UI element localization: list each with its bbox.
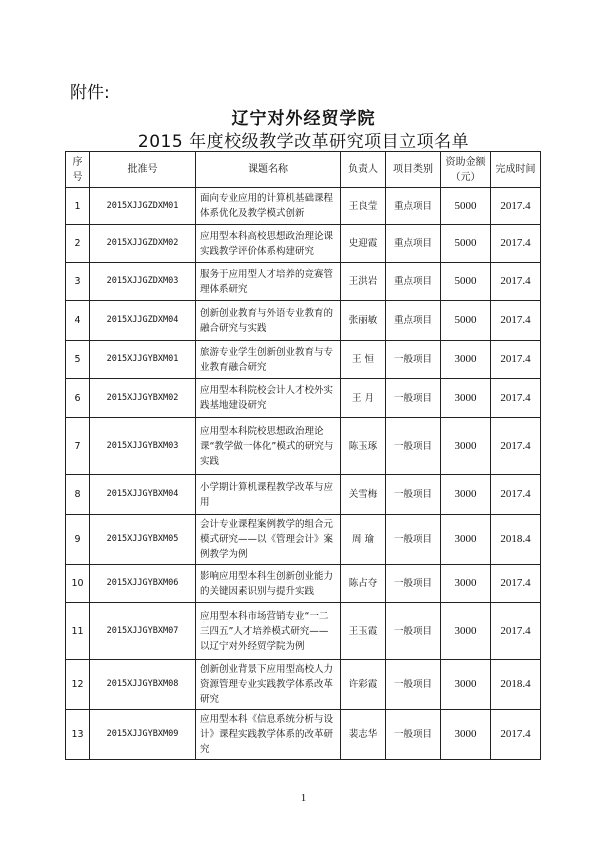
table-row xyxy=(66,603,541,660)
document-title-list: 2015 年度校级教学改革研究项目立项名单 xyxy=(137,132,470,152)
table-row xyxy=(66,660,541,710)
page-number: 1 xyxy=(300,792,307,804)
row-funding-cell: 3000 xyxy=(441,565,491,603)
row-project-name-cell: 服务于应用型人才培养的竞赛管理体系研究 xyxy=(196,263,341,301)
row-leader-cell: 王玉霞 xyxy=(341,603,386,660)
row-category-cell: 一般项目 xyxy=(386,603,441,660)
row-finish-cell: 2018.4 xyxy=(491,660,541,710)
row-funding-cell: 5000 xyxy=(441,301,491,341)
row-approval-cell: 2015XJJGYBXM01 xyxy=(90,341,196,379)
row-approval-cell: 2015XJJGZDXM01 xyxy=(90,188,196,225)
row-category-cell: 一般项目 xyxy=(386,515,441,565)
row-category-cell: 重点项目 xyxy=(386,301,441,341)
table-row xyxy=(66,565,541,603)
row-approval-cell: 2015XJJGZDXM04 xyxy=(90,301,196,341)
row-category-cell: 一般项目 xyxy=(386,660,441,710)
row-leader-cell: 王 恒 xyxy=(341,341,386,379)
row-leader-cell: 史迎霞 xyxy=(341,225,386,263)
project-list-table xyxy=(65,151,541,760)
row-approval-cell: 2015XJJGYBXM08 xyxy=(90,660,196,710)
document-title-institution: 辽宁对外经贸学院 xyxy=(231,109,376,129)
table-row xyxy=(66,418,541,475)
row-project-name-cell: 应用型本科高校思想政治理论课实践教学评价体系构建研究 xyxy=(196,225,341,263)
row-approval-cell: 2015XJJGZDXM02 xyxy=(90,225,196,263)
row-funding-cell: 3000 xyxy=(441,660,491,710)
row-seq-cell: 9 xyxy=(66,515,90,565)
row-project-name-cell: 应用型本科院校会计人才校外实践基地建设研究 xyxy=(196,379,341,418)
row-category-cell: 一般项目 xyxy=(386,710,441,760)
row-finish-cell: 2017.4 xyxy=(491,379,541,418)
row-seq-cell: 4 xyxy=(66,301,90,341)
row-project-name-cell: 创新创业背景下应用型高校人力资源管理专业实践教学体系改革研究 xyxy=(196,660,341,710)
row-finish-cell: 2017.4 xyxy=(491,710,541,760)
row-category-cell: 一般项目 xyxy=(386,475,441,515)
table-row xyxy=(66,301,541,341)
row-approval-cell: 2015XJJGZDXM03 xyxy=(90,263,196,301)
header-approval-number: 批准号 xyxy=(90,152,196,188)
row-category-cell: 一般项目 xyxy=(386,565,441,603)
row-project-name-cell: 旅游专业学生创新创业教育与专业教育融合研究 xyxy=(196,341,341,379)
row-funding-cell: 5000 xyxy=(441,225,491,263)
row-funding-cell: 5000 xyxy=(441,263,491,301)
row-leader-cell: 陈玉琢 xyxy=(341,418,386,475)
row-category-cell: 一般项目 xyxy=(386,418,441,475)
row-funding-cell: 3000 xyxy=(441,379,491,418)
header-project-name: 课题名称 xyxy=(196,152,341,188)
row-seq-cell: 13 xyxy=(66,710,90,760)
row-funding-cell: 3000 xyxy=(441,603,491,660)
row-category-cell: 重点项目 xyxy=(386,225,441,263)
header-finish-time: 完成时间 xyxy=(491,152,541,188)
header-category: 项目类别 xyxy=(386,152,441,188)
row-finish-cell: 2017.4 xyxy=(491,565,541,603)
row-project-name-cell: 会计专业课程案例教学的组合元模式研究——以《管理会计》案例教学为例 xyxy=(196,515,341,565)
row-leader-cell: 张丽敏 xyxy=(341,301,386,341)
row-funding-cell: 3000 xyxy=(441,341,491,379)
row-approval-cell: 2015XJJGYBXM06 xyxy=(90,565,196,603)
table-row xyxy=(66,188,541,225)
row-finish-cell: 2017.4 xyxy=(491,418,541,475)
row-leader-cell: 王良莹 xyxy=(341,188,386,225)
row-finish-cell: 2017.4 xyxy=(491,475,541,515)
row-approval-cell: 2015XJJGYBXM02 xyxy=(90,379,196,418)
header-seq: 序号 xyxy=(66,152,90,188)
row-project-name-cell: 应用型本科院校思想政治理论课“教学做一体化”模式的研究与实践 xyxy=(196,418,341,475)
row-leader-cell: 王洪岩 xyxy=(341,263,386,301)
row-category-cell: 一般项目 xyxy=(386,379,441,418)
table-header-row xyxy=(66,152,541,188)
row-project-name-cell: 影响应用型本科生创新创业能力的关键因素识别与提升实践 xyxy=(196,565,341,603)
header-funding: 资助金额（元） xyxy=(441,152,491,188)
row-seq-cell: 10 xyxy=(66,565,90,603)
row-seq-cell: 7 xyxy=(66,418,90,475)
attachment-label: 附件: xyxy=(70,83,110,103)
row-approval-cell: 2015XJJGYBXM03 xyxy=(90,418,196,475)
row-leader-cell: 关雪梅 xyxy=(341,475,386,515)
row-category-cell: 重点项目 xyxy=(386,188,441,225)
row-finish-cell: 2017.4 xyxy=(491,603,541,660)
table-row xyxy=(66,515,541,565)
table-row xyxy=(66,379,541,418)
table-row xyxy=(66,475,541,515)
row-leader-cell: 陈占夺 xyxy=(341,565,386,603)
row-leader-cell: 周 瑜 xyxy=(341,515,386,565)
row-project-name-cell: 创新创业教育与外语专业教育的融合研究与实践 xyxy=(196,301,341,341)
row-seq-cell: 11 xyxy=(66,603,90,660)
row-seq-cell: 2 xyxy=(66,225,90,263)
table-row xyxy=(66,341,541,379)
row-finish-cell: 2017.4 xyxy=(491,225,541,263)
table-row xyxy=(66,225,541,263)
row-project-name-cell: 应用型本科《信息系统分析与设计》课程实践教学体系的改革研究 xyxy=(196,710,341,760)
row-category-cell: 重点项目 xyxy=(386,263,441,301)
row-funding-cell: 3000 xyxy=(441,475,491,515)
row-project-name-cell: 面向专业应用的计算机基础课程体系优化及教学模式创新 xyxy=(196,188,341,225)
row-seq-cell: 3 xyxy=(66,263,90,301)
row-funding-cell: 3000 xyxy=(441,418,491,475)
row-finish-cell: 2017.4 xyxy=(491,263,541,301)
row-seq-cell: 8 xyxy=(66,475,90,515)
row-funding-cell: 3000 xyxy=(441,515,491,565)
row-seq-cell: 1 xyxy=(66,188,90,225)
row-leader-cell: 王 月 xyxy=(341,379,386,418)
row-seq-cell: 5 xyxy=(66,341,90,379)
row-funding-cell: 5000 xyxy=(441,188,491,225)
row-approval-cell: 2015XJJGYBXM07 xyxy=(90,603,196,660)
row-leader-cell: 裴志华 xyxy=(341,710,386,760)
row-finish-cell: 2017.4 xyxy=(491,188,541,225)
row-finish-cell: 2017.4 xyxy=(491,341,541,379)
row-project-name-cell: 小学期计算机课程教学改革与应用 xyxy=(196,475,341,515)
table-row xyxy=(66,710,541,760)
header-leader: 负责人 xyxy=(341,152,386,188)
row-finish-cell: 2018.4 xyxy=(491,515,541,565)
row-approval-cell: 2015XJJGYBXM09 xyxy=(90,710,196,760)
row-funding-cell: 3000 xyxy=(441,710,491,760)
table-row xyxy=(66,263,541,301)
row-approval-cell: 2015XJJGYBXM05 xyxy=(90,515,196,565)
row-category-cell: 一般项目 xyxy=(386,341,441,379)
row-seq-cell: 12 xyxy=(66,660,90,710)
row-approval-cell: 2015XJJGYBXM04 xyxy=(90,475,196,515)
row-project-name-cell: 应用型本科市场营销专业“一二三四五”人才培养模式研究——以辽宁对外经贸学院为例 xyxy=(196,603,341,660)
row-finish-cell: 2017.4 xyxy=(491,301,541,341)
row-leader-cell: 许彩霞 xyxy=(341,660,386,710)
row-seq-cell: 6 xyxy=(66,379,90,418)
